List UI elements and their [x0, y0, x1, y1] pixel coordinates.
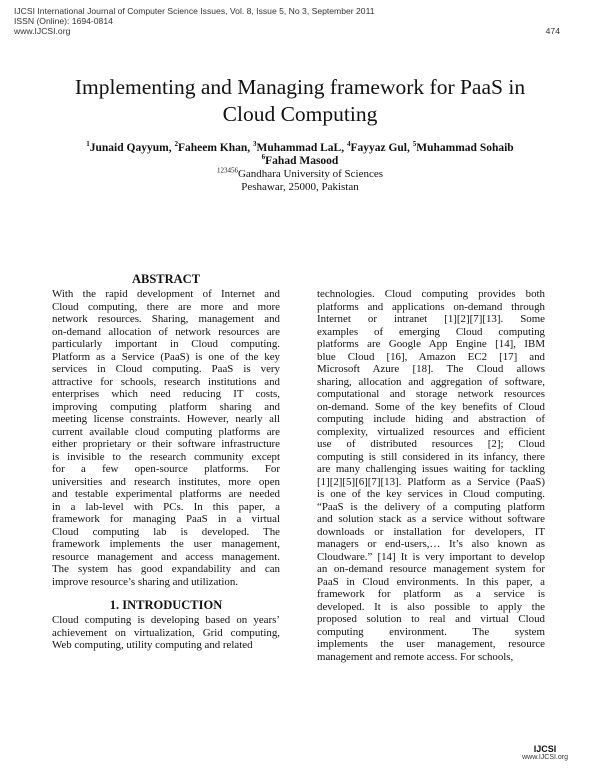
author-3: $^3$Muhammad LaL,: [253, 140, 347, 154]
text-line: improve resource’s sharing and utilization.: [52, 575, 238, 588]
text-line: Web computing, utility computing and related: [52, 639, 253, 651]
text-line: network resources. Sharing, management and: [52, 313, 280, 325]
text-line: “PaaS is the delivery of a computing platform: [317, 500, 545, 513]
text-line: universities and research institutes, more open: [52, 475, 280, 488]
ijcsi-logo: [522, 744, 568, 762]
text-line: Platform as a Service (PaaS) is one of the key: [52, 350, 280, 363]
paper-title: [40, 74, 560, 128]
text-line: resource management and access management.: [52, 550, 280, 563]
text-line: on-demand allocation of network resources are: [52, 325, 280, 338]
introduction-heading: 1. INTRODUCTION: [109, 598, 223, 612]
author-list: [40, 142, 560, 168]
text-line: computing is still considered in its infancy, there: [317, 450, 545, 463]
text-line: The system has good expandability and can: [52, 563, 280, 575]
text-line: current available cloud computing platforms are: [52, 425, 280, 438]
text-line: computing environment. The system: [317, 625, 545, 638]
author-4: $^4$Fayyaz Gul,: [346, 140, 413, 154]
text-line: achievement on virtualization, Grid computing,: [52, 626, 280, 639]
text-line: managers or end-users,… It’s also known as: [317, 538, 545, 550]
text-line: framework for managing PaaS in a virtual: [52, 513, 280, 525]
text-line: in a lab-level with PCs. In this paper, a: [52, 500, 280, 513]
text-line: is invisible to the research community except: [52, 450, 280, 463]
text-line: computing include hiding and abstraction of: [317, 413, 545, 425]
text-line: for a few open-source platforms. For: [52, 463, 280, 475]
text-line: platforms are Google App Engine [14], IBM: [317, 338, 545, 350]
affiliation: [40, 168, 560, 194]
journal-citation: IJCSI International Journal of Computer Science Issues, Vol. 8, Issue 5, No 3, September 2011: [14, 6, 375, 16]
text-line: platforms and applications on-demand through: [317, 300, 545, 313]
author-6: $^6$Fahad Masood: [261, 153, 339, 167]
text-line: examples of emerging Cloud computing: [317, 325, 545, 338]
text-line: either proprietary or their software infrastructure: [52, 438, 280, 450]
journal-site: www.IJCSI.org: [14, 26, 71, 36]
text-line: and solution stack as a service without software: [317, 513, 545, 525]
title-line-2: Cloud Computing: [222, 102, 378, 126]
text-line: PaaS in Cloud environments. In this paper, a: [317, 575, 545, 588]
text-line: Cloud computing lab is developed. The: [52, 525, 280, 538]
affiliation-line-1: Gandhara University of Sciences: [237, 168, 384, 180]
affiliation-line-2: Peshawar, 25000, Pakistan: [241, 181, 359, 193]
logo-mark: IJCSI: [533, 744, 557, 754]
text-line: improving computing platform sharing and: [52, 400, 280, 413]
text-line: management and remote access. For schools,: [317, 650, 514, 663]
right-column-body: [317, 288, 545, 663]
text-line: use of distributed resources [2]; Cloud: [317, 438, 545, 450]
text-line: [1][2][5][6][7][13]. Platform as a Service (PaaS): [317, 475, 545, 488]
author-1: $^1$Junaid Qayyum,: [86, 140, 175, 154]
text-line: enterprises which need reducing IT costs,: [52, 388, 280, 400]
text-line: an on-demand resource management system for: [317, 563, 545, 575]
text-line: framework for platform as a service is: [317, 588, 545, 600]
text-line: attractive for schools, research institutions and: [52, 375, 280, 388]
text-line: Cloud computing is developing based on years’: [52, 614, 280, 626]
text-line: and testable experimental platforms are needed: [52, 488, 280, 500]
text-line: downloads or installation for developers, IT: [317, 525, 545, 538]
text-line: is one of the key services in Cloud computing.: [317, 488, 545, 500]
text-line: Internet or intranet [1][2][7][13]. Some: [317, 313, 545, 325]
abstract-body: [52, 288, 280, 588]
text-line: Cloudware.” [14] It is very important to develop: [317, 550, 545, 563]
issn-line: ISSN (Online): 1694-0814: [14, 16, 113, 26]
text-line: implements the user management, resource: [317, 638, 545, 650]
text-line: sharing, allocation and aggregation of software,: [317, 375, 545, 388]
text-line: Microsoft Azure [18]. The Cloud allows: [317, 363, 545, 375]
text-line: technologies. Cloud computing provides both: [317, 288, 545, 300]
text-line: With the rapid development of Internet and: [52, 288, 280, 300]
introduction-body: [52, 614, 280, 652]
page-number: 474: [545, 26, 560, 36]
affiliation-marker: 123456: [216, 166, 238, 175]
text-line: services in Cloud computing. PaaS is very: [52, 363, 280, 375]
text-line: on-demand. Some of the key benefits of Cloud: [317, 400, 545, 413]
author-5: $^5$Muhammad Sohaib: [412, 140, 514, 154]
logo-url: www.IJCSI.org: [522, 754, 568, 761]
text-line: proposed solution to real and virtual Cloud: [317, 613, 545, 625]
text-line: blue Cloud [16], Amazon EC2 [17] and: [317, 350, 545, 363]
text-line: meeting license constraints. However, nearly all: [52, 413, 280, 425]
text-line: developed. It is also possible to apply the: [317, 600, 545, 613]
author-2: $^2$Faheem Khan,: [174, 140, 254, 154]
title-line-1: Implementing and Managing framework for PaaS in: [74, 75, 526, 99]
text-line: computational and storage network resources: [317, 388, 545, 400]
text-line: framework implements the user management,: [52, 538, 280, 550]
text-line: Cloud computing, there are more and more: [52, 300, 280, 313]
running-header: [14, 6, 375, 36]
text-line: are many challenging issues waiting for tackling: [317, 463, 545, 475]
text-line: complexity, virtualized resources and efficient: [317, 425, 545, 438]
abstract-heading: ABSTRACT: [131, 272, 201, 286]
text-line: particularly important in Cloud computing.: [52, 338, 280, 350]
